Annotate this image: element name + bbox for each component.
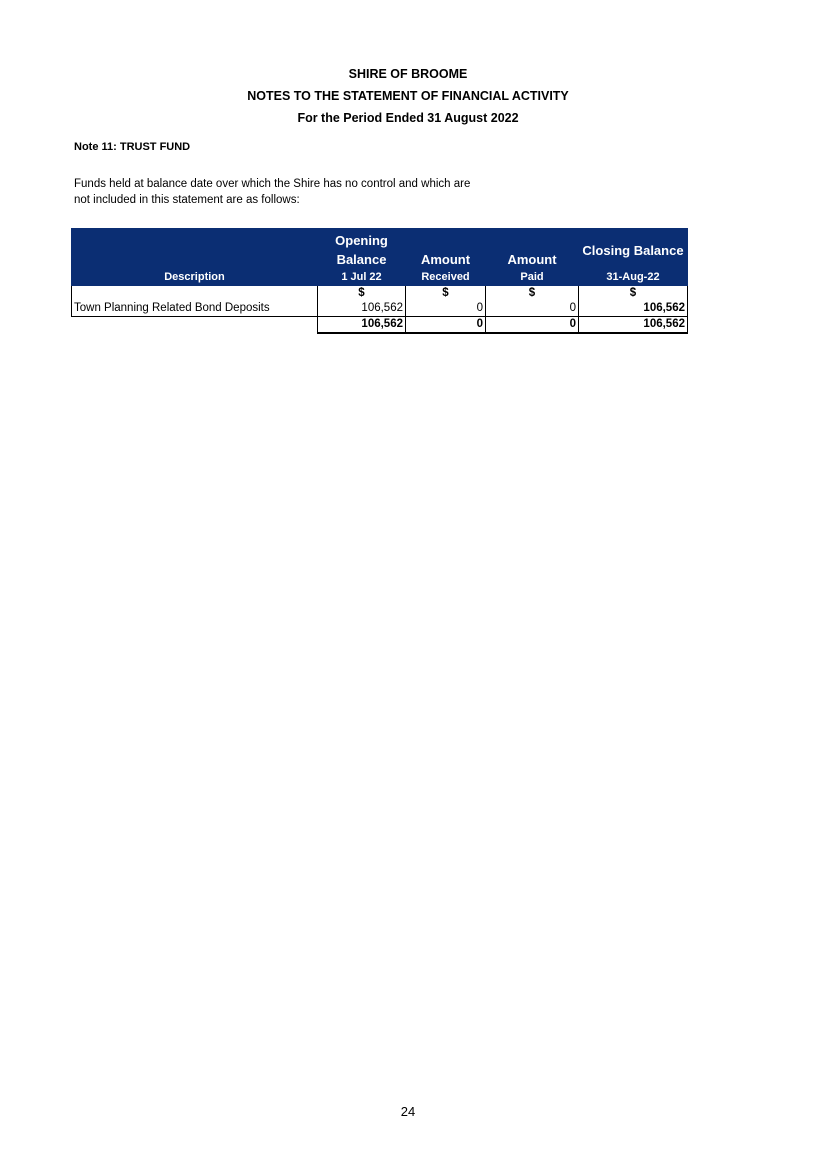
intro-line-2: not included in this statement are as follows: — [74, 194, 300, 206]
total-amount-received: 0 — [406, 317, 486, 334]
unit-cell-description — [72, 286, 318, 302]
total-row — [72, 317, 688, 334]
intro-text — [74, 176, 534, 208]
table-row — [72, 301, 688, 317]
shire-name: SHIRE OF BROOME — [348, 67, 468, 81]
note-title: Note 11: TRUST FUND — [74, 141, 191, 153]
table-header-row — [72, 229, 688, 286]
total-closing-balance: 106,562 — [579, 317, 688, 334]
page-number: 24 — [400, 1104, 416, 1119]
intro-line-1: Funds held at balance date over which the Shire has no control and which are — [74, 178, 471, 190]
period-title: For the Period Ended 31 August 2022 — [297, 111, 519, 125]
col-header-opening-balance: Opening Balance 1 Jul 22 — [318, 229, 406, 286]
total-amount-paid: 0 — [486, 317, 579, 334]
total-opening-balance: 106,562 — [318, 317, 406, 334]
col-header-amount-received: Amount Received — [406, 229, 486, 286]
row-closing-balance: 106,562 — [579, 301, 688, 317]
row-opening-balance: 106,562 — [318, 301, 406, 317]
col-header-description: Description — [72, 229, 318, 286]
col-header-closing-balance: Closing Balance 31-Aug-22 — [579, 229, 688, 286]
row-amount-received: 0 — [406, 301, 486, 317]
unit-cell-paid: $ — [486, 286, 579, 302]
document-header — [0, 63, 816, 129]
col-header-amount-paid: Amount Paid — [486, 229, 579, 286]
total-blank — [72, 317, 318, 334]
unit-cell-closing: $ — [579, 286, 688, 302]
unit-cell-opening: $ — [318, 286, 406, 302]
unit-row — [72, 286, 688, 302]
row-description: Town Planning Related Bond Deposits — [72, 301, 318, 317]
unit-cell-received: $ — [406, 286, 486, 302]
row-amount-paid: 0 — [486, 301, 579, 317]
trust-fund-table — [71, 228, 688, 334]
statement-title: NOTES TO THE STATEMENT OF FINANCIAL ACTIVITY — [247, 89, 569, 103]
